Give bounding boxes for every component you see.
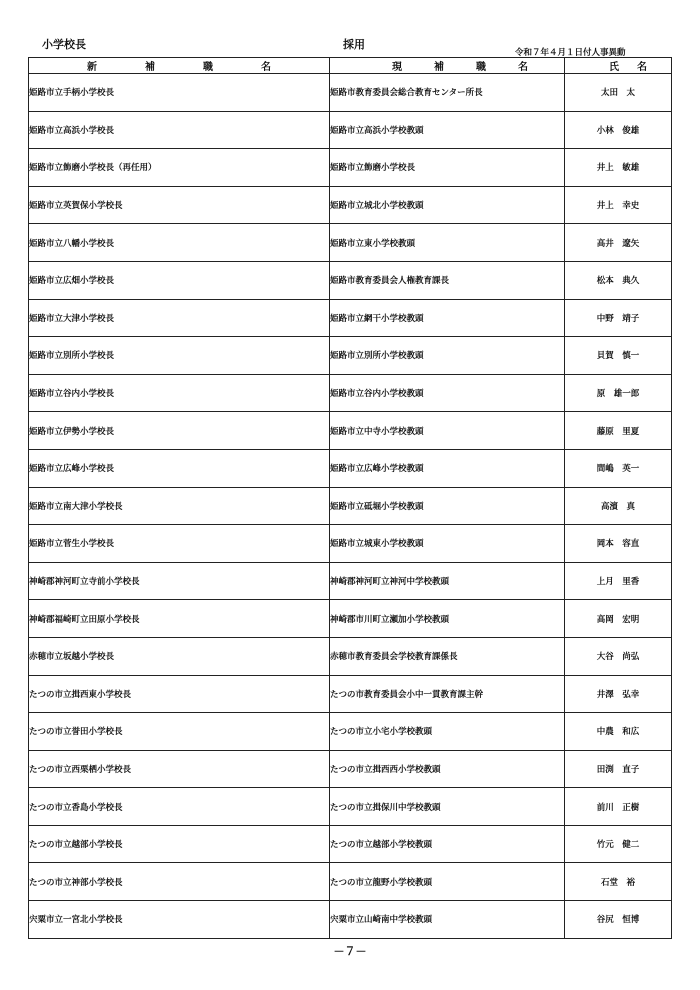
header-current-position	[330, 58, 565, 74]
table-row	[29, 224, 672, 262]
current-position-cell: たつの市教育委員会小中一貫教育課主幹	[330, 675, 565, 713]
table-row	[29, 562, 672, 600]
current-position-cell: たつの市立小宅小学校教頭	[330, 713, 565, 751]
new-position-cell: たつの市立誉田小学校長	[29, 713, 330, 751]
table-row	[29, 637, 672, 675]
header-char: 職	[203, 62, 213, 73]
table-row	[29, 788, 672, 826]
new-position-cell: 神崎郡神河町立寺前小学校長	[29, 562, 330, 600]
new-position-cell: 姫路市立大津小学校長	[29, 299, 330, 337]
table-row	[29, 901, 672, 939]
current-position-cell: 姫路市立谷内小学校教頭	[330, 374, 565, 412]
new-position-cell: 姫路市立別所小学校長	[29, 337, 330, 375]
table-row	[29, 487, 672, 525]
new-position-cell: 姫路市立南大津小学校長	[29, 487, 330, 525]
current-position-cell: 姫路市立網干小学校教頭	[330, 299, 565, 337]
new-position-cell: 姫路市立菅生小学校長	[29, 525, 330, 563]
current-position-cell: 姫路市立東小学校教頭	[330, 224, 565, 262]
current-position-cell: 神崎郡神河町立神河中学校教頭	[330, 562, 565, 600]
new-position-cell: 宍粟市立一宮北小学校長	[29, 901, 330, 939]
new-position-cell: たつの市立香島小学校長	[29, 788, 330, 826]
table-header-row	[29, 58, 672, 74]
person-name-cell: 田渕 直子	[565, 750, 672, 788]
new-position-cell: 姫路市立谷内小学校長	[29, 374, 330, 412]
current-position-cell: たつの市立龍野小学校教頭	[330, 863, 565, 901]
new-position-cell: 姫路市立広峰小学校長	[29, 449, 330, 487]
current-position-cell: たつの市立揖西西小学校教頭	[330, 750, 565, 788]
person-name-cell: 井澤 弘幸	[565, 675, 672, 713]
person-name-cell: 小林 俊雄	[565, 111, 672, 149]
person-name-cell: 上月 里香	[565, 562, 672, 600]
current-position-cell: 姫路市立別所小学校教頭	[330, 337, 565, 375]
new-position-cell: たつの市立西栗栖小学校長	[29, 750, 330, 788]
current-position-cell: 姫路市立飾磨小学校長	[330, 149, 565, 187]
table-row	[29, 713, 672, 751]
new-position-cell: 姫路市立広畑小学校長	[29, 261, 330, 299]
new-position-cell: 神崎郡福崎町立田原小学校長	[29, 600, 330, 638]
table-row	[29, 186, 672, 224]
new-position-cell: たつの市立揖西東小学校長	[29, 675, 330, 713]
header-char: 職	[476, 62, 486, 73]
person-name-cell: 谷尻 恒博	[565, 901, 672, 939]
header-char: 名	[518, 62, 528, 73]
current-position-cell: たつの市立揖保川中学校教頭	[330, 788, 565, 826]
table-row	[29, 750, 672, 788]
new-position-cell: 姫路市立英賀保小学校長	[29, 186, 330, 224]
person-name-cell: 高井 遼矢	[565, 224, 672, 262]
person-name-cell: 貝賀 慎一	[565, 337, 672, 375]
new-position-cell: 姫路市立高浜小学校長	[29, 111, 330, 149]
current-position-cell: 神崎郡市川町立瀬加小学校教頭	[330, 600, 565, 638]
current-position-cell: 姫路市立中寺小学校教頭	[330, 412, 565, 450]
category-title: 小学校長	[42, 38, 86, 51]
appointment-type: 採用	[343, 38, 365, 51]
table-row	[29, 299, 672, 337]
table-row	[29, 525, 672, 563]
header-char: 補	[145, 62, 155, 73]
current-position-cell: 姫路市教育委員会人権教育課長	[330, 261, 565, 299]
current-position-cell: 姫路市立砥堀小学校教頭	[330, 487, 565, 525]
person-name-cell: 松本 典久	[565, 261, 672, 299]
person-name-cell: 間嶋 英一	[565, 449, 672, 487]
header-char: 新	[87, 62, 97, 73]
current-position-cell: たつの市立越部小学校教頭	[330, 825, 565, 863]
header-char: 名	[261, 62, 271, 73]
table-row	[29, 74, 672, 112]
current-position-cell: 姫路市立城東小学校教頭	[330, 525, 565, 563]
new-position-cell: たつの市立越部小学校長	[29, 825, 330, 863]
current-position-cell: 姫路市立広峰小学校教頭	[330, 449, 565, 487]
header-char: 現	[392, 62, 402, 73]
table-row	[29, 374, 672, 412]
new-position-cell: 姫路市立手柄小学校長	[29, 74, 330, 112]
header-char: 名	[637, 62, 647, 73]
table-row	[29, 412, 672, 450]
effective-date: 令和７年４月１日付人事異動	[515, 48, 626, 58]
header-char: 補	[434, 62, 444, 73]
person-name-cell: 石堂 裕	[565, 863, 672, 901]
table-row	[29, 825, 672, 863]
person-name-cell: 高濱 真	[565, 487, 672, 525]
new-position-cell: 赤穂市立坂越小学校長	[29, 637, 330, 675]
person-name-cell: 藤原 里夏	[565, 412, 672, 450]
person-name-cell: 岡本 容直	[565, 525, 672, 563]
table-row	[29, 149, 672, 187]
person-name-cell: 竹元 健二	[565, 825, 672, 863]
person-name-cell: 太田 太	[565, 74, 672, 112]
page-number: －７－	[333, 945, 367, 958]
table-row	[29, 111, 672, 149]
current-position-cell: 姫路市教育委員会総合教育センター所長	[330, 74, 565, 112]
table-row	[29, 863, 672, 901]
table-row	[29, 675, 672, 713]
new-position-cell: たつの市立神部小学校長	[29, 863, 330, 901]
current-position-cell: 宍粟市立山崎南中学校教頭	[330, 901, 565, 939]
table-row	[29, 600, 672, 638]
header-new-position	[29, 58, 330, 74]
current-position-cell: 姫路市立高浜小学校教頭	[330, 111, 565, 149]
new-position-cell: 姫路市立伊勢小学校長	[29, 412, 330, 450]
person-name-cell: 前川 正樹	[565, 788, 672, 826]
person-name-cell: 大谷 尚弘	[565, 637, 672, 675]
person-name-cell: 井上 幸史	[565, 186, 672, 224]
person-name-cell: 井上 敏雄	[565, 149, 672, 187]
person-name-cell: 原 雄一郎	[565, 374, 672, 412]
header-char: 氏	[609, 62, 619, 73]
person-name-cell: 高岡 宏明	[565, 600, 672, 638]
personnel-table	[28, 57, 672, 939]
table-row	[29, 337, 672, 375]
current-position-cell: 姫路市立城北小学校教頭	[330, 186, 565, 224]
table-row	[29, 261, 672, 299]
person-name-cell: 中野 靖子	[565, 299, 672, 337]
header-name	[565, 58, 672, 74]
person-name-cell: 中農 和広	[565, 713, 672, 751]
table-row	[29, 449, 672, 487]
new-position-cell: 姫路市立八幡小学校長	[29, 224, 330, 262]
new-position-cell: 姫路市立飾磨小学校長（再任用）	[29, 149, 330, 187]
current-position-cell: 赤穂市教育委員会学校教育課係長	[330, 637, 565, 675]
